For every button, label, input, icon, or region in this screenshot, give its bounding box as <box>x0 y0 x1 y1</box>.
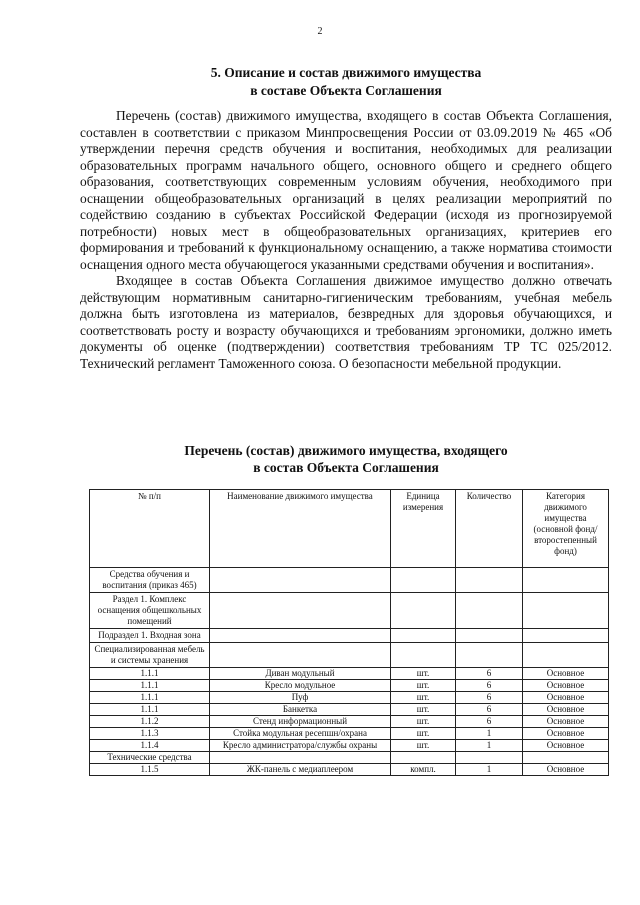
assets-table <box>89 489 609 776</box>
cell-category: Основное <box>523 728 609 740</box>
cell-unit: шт. <box>391 704 456 716</box>
cell-category: Основное <box>523 740 609 752</box>
cell-number: 1.1.1 <box>90 680 210 692</box>
table-row <box>90 668 609 680</box>
cell-category: Основное <box>523 668 609 680</box>
cell-name: Кресло модульное <box>210 680 391 692</box>
cell-quantity <box>456 752 523 764</box>
header-category: Категория движимого имущества (основной фонд/ второстепенный фонд) <box>523 490 609 568</box>
table-row <box>90 692 609 704</box>
header-unit: Единица измерения <box>391 490 456 568</box>
cell-number: 1.1.2 <box>90 716 210 728</box>
cell-quantity: 6 <box>456 692 523 704</box>
header-quantity: Количество <box>456 490 523 568</box>
table-row <box>90 704 609 716</box>
section-title-line: в составе Объекта Соглашения <box>250 83 442 98</box>
cell-unit <box>391 593 456 629</box>
cell-category: Основное <box>523 764 609 776</box>
cell-name <box>210 752 391 764</box>
cell-name <box>210 643 391 668</box>
cell-quantity: 6 <box>456 716 523 728</box>
cell-quantity <box>456 629 523 643</box>
cell-name: Стенд информационный <box>210 716 391 728</box>
table-row <box>90 629 609 643</box>
table-row <box>90 752 609 764</box>
cell-name: Диван модульный <box>210 668 391 680</box>
table-title-line: в состав Объекта Соглашения <box>253 460 439 475</box>
body-text <box>80 108 612 372</box>
paragraph: Входящее в состав Объекта Соглашения движимое имущество должно отвечать действующим нормативным санитарно-гигиеническим требованиям, учебная мебель должна быть изготовлена из материалов, безвредных для здоровья обучающихся, и соответствовать росту и возрасту обучающихся и требованиям эргономики, должно иметь документы об оценке (подтверждении) соответствия требованиям ТР ТС 025/2012. Технический регламент Таможенного союза. О безопасности мебельной продукции. <box>80 273 612 371</box>
cell-number: 1.1.4 <box>90 740 210 752</box>
cell-quantity <box>456 643 523 668</box>
table-row <box>90 568 609 593</box>
cell-number: 1.1.1 <box>90 692 210 704</box>
paragraph: Перечень (состав) движимого имущества, входящего в состав Объекта Соглашения, составлен в соответствии с приказом Минпросвещения России от 03.09.2019 № 465 «Об утверждении перечня средств обучения и воспитания, необходимых для реализации образовательных программ начального общего, основного общего и среднего общего образования, соответствующих современным условиям обучения, необходимого при оснащении общеобразовательных организаций в целях реализации мероприятий по содействию созданию в субъектах Российской Федерации (исходя из прогнозируемой потребности) новых мест в общеобразовательных организациях, критериев его формирования и требований к функциональному оснащению, а также норматива стоимости оснащения одного места обучающегося указанными средствами обучения и воспитания». <box>80 108 612 272</box>
cell-unit: шт. <box>391 716 456 728</box>
cell-number: Подраздел 1. Входная зона <box>90 629 210 643</box>
cell-number: 1.1.1 <box>90 668 210 680</box>
cell-quantity: 1 <box>456 740 523 752</box>
cell-number: Специализированная мебель и системы хранения <box>90 643 210 668</box>
cell-quantity: 6 <box>456 704 523 716</box>
cell-category: Основное <box>523 680 609 692</box>
cell-quantity <box>456 593 523 629</box>
table-row <box>90 740 609 752</box>
cell-unit: шт. <box>391 728 456 740</box>
cell-number: 1.1.3 <box>90 728 210 740</box>
cell-name: Банкетка <box>210 704 391 716</box>
table-row <box>90 643 609 668</box>
table-row <box>90 680 609 692</box>
table-title-line: Перечень (состав) движимого имущества, входящего <box>184 443 508 458</box>
table-row <box>90 764 609 776</box>
cell-name <box>210 629 391 643</box>
table-title <box>80 442 612 476</box>
cell-number: 1.1.5 <box>90 764 210 776</box>
cell-category <box>523 629 609 643</box>
cell-name: ЖК-панель с медиаплеером <box>210 764 391 776</box>
cell-category <box>523 752 609 764</box>
cell-name: Пуф <box>210 692 391 704</box>
cell-name <box>210 568 391 593</box>
cell-unit <box>391 643 456 668</box>
cell-unit <box>391 568 456 593</box>
cell-quantity: 1 <box>456 728 523 740</box>
table-row <box>90 593 609 629</box>
page-number: 2 <box>317 26 323 37</box>
cell-name: Кресло администратора/службы охраны <box>210 740 391 752</box>
cell-category <box>523 568 609 593</box>
cell-quantity: 6 <box>456 668 523 680</box>
cell-unit: шт. <box>391 680 456 692</box>
cell-quantity <box>456 568 523 593</box>
section-title <box>80 64 612 100</box>
cell-category <box>523 593 609 629</box>
cell-number: Технические средства <box>90 752 210 764</box>
cell-quantity: 1 <box>456 764 523 776</box>
table-row <box>90 716 609 728</box>
cell-quantity: 6 <box>456 680 523 692</box>
header-number: № п/п <box>90 490 210 568</box>
cell-number: Средства обучения и воспитания (приказ 465) <box>90 568 210 593</box>
cell-unit: шт. <box>391 740 456 752</box>
cell-name <box>210 593 391 629</box>
cell-name: Стойка модульная ресепшн/охрана <box>210 728 391 740</box>
cell-category: Основное <box>523 716 609 728</box>
cell-category: Основное <box>523 704 609 716</box>
section-title-line: 5. Описание и состав движимого имущества <box>210 65 482 80</box>
cell-number: 1.1.1 <box>90 704 210 716</box>
cell-unit: шт. <box>391 668 456 680</box>
table-row <box>90 728 609 740</box>
cell-number: Раздел 1. Комплекс оснащения общешкольных помещений <box>90 593 210 629</box>
cell-category: Основное <box>523 692 609 704</box>
header-name: Наименование движимого имущества <box>210 490 391 568</box>
cell-unit: компл. <box>391 764 456 776</box>
cell-unit <box>391 629 456 643</box>
table-header-row <box>90 490 609 568</box>
cell-unit <box>391 752 456 764</box>
cell-category <box>523 643 609 668</box>
cell-unit: шт. <box>391 692 456 704</box>
